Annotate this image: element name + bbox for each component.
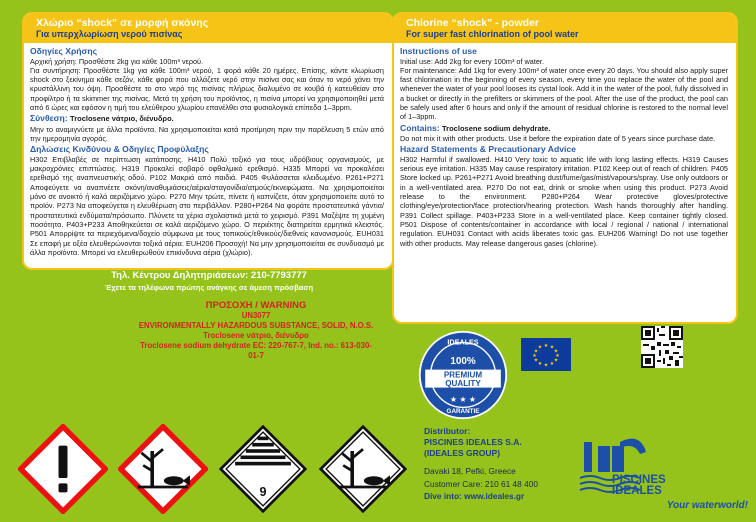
ghs-exclamation-pictogram: [18, 424, 108, 514]
distributor-name: PISCINES IDEALES S.A.: [424, 437, 522, 447]
svg-text:★: ★: [553, 348, 559, 355]
greek-header: [24, 14, 392, 43]
class-number: 9: [259, 485, 267, 499]
badge-top-text: IDEALES: [447, 337, 479, 347]
greek-title: Χλώριο “shock” σε μορφή σκόνης: [36, 17, 209, 29]
greek-hazards-title: Δηλώσεις Κινδύνου & Οδηγίες Προφύλαξης: [30, 144, 209, 155]
english-contents-title: Contains:: [400, 122, 440, 133]
logo-wordmark: [612, 475, 666, 497]
website-line: [424, 490, 538, 503]
transport-name: ENVIRONMENTALLY HAZARDOUS SUBSTANCE, SOLID, N.O.S.: [138, 321, 374, 330]
english-title: Chlorine “shock” - powder: [406, 17, 540, 29]
greek-label-panel: [22, 12, 394, 270]
distributor-contact: [424, 465, 538, 503]
greek-instructions-maintenance: Για συντήρηση: Προσθέστε 1kg για κάθε 100m³ νερού, 1 φορά κάθε 20 ημέρες. Επίσης, κάντε κλωρίωση shock στο ξεκίνημα κάθε σεζόν, κάθε φορά που αλλάζετε νερό στην πισίνα σας και όταν το νερό χάνει την κρυστάλλινη του όψη. Προσθέστε το στο νερό της πισίνας πλήρως διαλυμένο σε κουβά ή κατευθείαν στο προφίλτρο ή τα skimmer της πισίνας. Μετά τη χρήση του προϊόντος, η πισίνα μπορεί να χρησιμοποιηθεί μετά από 6 ώρες και εφόσον η τιμή του ελεύθερου χλωρίου επανέλθει στα φυσιολογικά επίπεδα 1–3ppm.: [30, 65, 384, 112]
class9-hazard-pictogram: [218, 424, 308, 514]
english-instructions-initial: Initial use: Add 2kg for every 100m³ of water.: [400, 56, 544, 66]
poison-center-note: Έχετε τα τηλέφωνα πρώτης ανάγκης σε άμεση πρόσβαση: [104, 283, 314, 292]
substance-ids: Troclosene sodium dehydrate EC: 220-767-7, Ind. no.: 613-030-01-7: [140, 341, 372, 360]
greek-contents-title: Σύνθεση:: [30, 113, 68, 124]
english-contents-value: Troclosene sodium dehydrate.: [442, 123, 551, 133]
svg-text:★: ★: [533, 357, 539, 364]
warning-block: [136, 300, 376, 361]
customer-care-phone: 210 61 48 400: [484, 478, 538, 489]
distributor-address: Davaki 18, Pefki, Greece: [424, 466, 516, 476]
logo-word-2: IDEALES: [612, 485, 662, 497]
website-label: Dive into:: [424, 491, 462, 501]
english-hazards-text: H302 Harmful if swallowed. H410 Very toxic to aquatic life with long lasting effects. H319 Causes serious eye irritation. H335 May cause respiratory irritation. P102 Keep out of reach of children. P405 Store locked up. P261+P271 Avoid breathing dust/fume/gas/mist/vapours/spray. Use only outdoors or in a well-ventilated area. P270 Do not eat, drink or smoke when using this product. P273 Avoid release to the environment. P280+P264 Wear protective gloves/protective clothing/eye/protection/face protection/hearing protection. Wash hands thoroughly after handling. P391 Collect spillage. P403+P233 Store in a well-ventilated place. Keep container tightly closed. P501 Dispose of contents/container in accordance with local / regional / national / international regulation. EUH031 Contact with acids liberates toxic gas. EUH206 Warning! Do not use together with other products. May release dangerous gases (chlorine).: [400, 154, 728, 248]
greek-contents-heading: [30, 113, 384, 125]
warning-title: ΠΡΟΣΟΧΗ / WARNING: [205, 300, 307, 311]
english-instructions-maintenance: For maintenance: Add 1kg for every 100m³ of water once every 20 days. You should also apply super fast chlorination in the beginning of every season, every time you replace the water of the pool and whenever the water of your pool looses its cystal look. Add it in the water of the pool, fully dissolved in a bucket or directly in the prefilters or skimmers of the pool. After the use of the product, the pool can be safely used after 6 hours and only if the amount of residual chlorine is restored to the normal level of 1–3ppm.: [400, 65, 728, 122]
english-body: [394, 43, 736, 248]
ghs-environment-pictogram: [118, 424, 208, 514]
greek-instructions-initial: Αρχική χρήση: Προσθέστε 2kg για κάθε 100m³ νερού.: [30, 56, 204, 66]
qr-code-icon: [641, 326, 683, 368]
distributor-block: [424, 426, 538, 503]
badge-bottom-text: GARANTIE: [446, 407, 480, 415]
customer-care-label: Customer Care:: [424, 478, 483, 489]
eu-flag-icon: [521, 338, 571, 371]
svg-text:★: ★: [549, 344, 555, 351]
svg-text:★: ★: [555, 353, 560, 359]
greek-body: [24, 43, 392, 257]
poison-center-phone: Τηλ. Κέντρου Δηλητηριάσεων: 210-7793777: [111, 270, 307, 281]
svg-text:★: ★: [533, 348, 539, 355]
english-contents-note: Do not mix it with other products. Use it before the expiration date of 5 years since purchase date.: [400, 134, 716, 144]
english-header: [394, 14, 736, 43]
badge-line1: PREMIUM: [443, 370, 483, 380]
customer-care-line: [424, 478, 538, 491]
substance-greek: Troclosene νάτριο, διένυδρο: [203, 331, 309, 340]
english-label-panel: [392, 12, 738, 324]
svg-text:★: ★: [532, 353, 537, 359]
english-hazards-title: Hazard Statements & Precautionary Advice: [400, 144, 576, 155]
english-instructions-title: Instructions of use: [400, 46, 477, 56]
logo-word-1: PISCINES: [612, 474, 666, 486]
badge-line2: QUALITY: [445, 378, 481, 388]
pool-ladder-icon: [584, 439, 646, 472]
english-contents-heading: [400, 123, 728, 135]
english-subtitle: For super fast chlorination of pool water: [406, 29, 579, 39]
greek-hazards-text: H302 Επιβλαβές σε περίπτωση κατάποσης. H410 Πολύ τοξικό για τους υδρόβιους οργανισμούς, με μακροχρόνιες επιπτώσεις. H319 Προκαλεί σοβαρό οφθαλμικό ερεθισμό. H335 Μπορεί να προκαλέσει ερεθισμό της αναπνευστικής οδού. P102 Μακριά από παιδιά. P405 Φυλάσσεται κλειδωμένο. P261+P271 Αποφεύγετε να αναπνέετε σκόνη/αναθυμιάσεις/αέρια/σταγονίδια/ατμούς/εκνεφώματα. Να χρησιμοποιείται μόνο σε ανοικτό ή καλά αεριζόμενο χώρο. P270 Μην τρώτε, πίνετε ή καπνίζετε, όταν χρησιμοποιείτε αυτό το προϊόν. P273 Να αποφεύγεται η ελευθέρωση στο περιβάλλον. P280+P264 Να φοράτε προστατευτικά γάντια/προστατευτικά ενδύματα/πρόσωπο. Πλύνετε τα χέρια σχολαστικά μετά το χειρισμό. P391 Μαζέψτε τη χυμένη ποσότητα. P403+P233 Αποθηκεύεται σε καλά αεριζόμενο χώρο. Ο περιέκτης διατηρείται ερμητικά κλειστός. P501 Απορρίψτε τα περιεχόμενα/δοχείο σύμφωνα με τους τοπικούς/εθνικούς/διεθνείς κανονισμούς. EUH031 Σε επαφή με οξέα ελευθερώνονται τοξικά αέρια. EUH206 Προσοχή! Να μην χρησιμοποιείται σε συνδυασμό με άλλα προϊόντα. Μπορεί να ελευθερωθούν επικίνδυνα αέρια (χλώριο).: [30, 154, 384, 257]
greek-contents-value: Troclosene νάτριο, διένυδρο.: [70, 114, 174, 124]
exclamation-icon: [59, 446, 68, 478]
distributor-group: (IDEALES GROUP): [424, 448, 501, 458]
environment-transport-pictogram: [318, 424, 408, 514]
svg-text:★: ★: [549, 361, 555, 367]
website-url[interactable]: www.ideales.gr: [464, 491, 525, 501]
distributor-label: Distributor:: [424, 426, 471, 436]
svg-text:★: ★: [537, 361, 543, 367]
svg-text:★: ★: [543, 362, 549, 369]
un-number: UN3077: [241, 311, 271, 320]
premium-quality-badge: [418, 330, 508, 420]
greek-contents-note: Μην το αναμιγνύετε με άλλα προϊόντα. Να χρησιμοποιείται κατά προτίμηση πριν την παρέλευση 5 ετών από την ημερομηνία αγοράς.: [30, 124, 384, 144]
greek-instructions-title: Οδηγίες Χρήσης: [30, 46, 98, 56]
svg-text:★: ★: [553, 357, 559, 364]
svg-text:★: ★: [537, 344, 543, 351]
svg-text:★: ★: [543, 343, 549, 349]
greek-subtitle: Για υπερχλωρίωση νερού πισίνας: [36, 29, 183, 39]
logo-tagline: Your waterworld!: [666, 500, 748, 511]
star-icon: ★ ★ ★: [449, 395, 477, 404]
badge-percent: 100%: [450, 356, 476, 368]
